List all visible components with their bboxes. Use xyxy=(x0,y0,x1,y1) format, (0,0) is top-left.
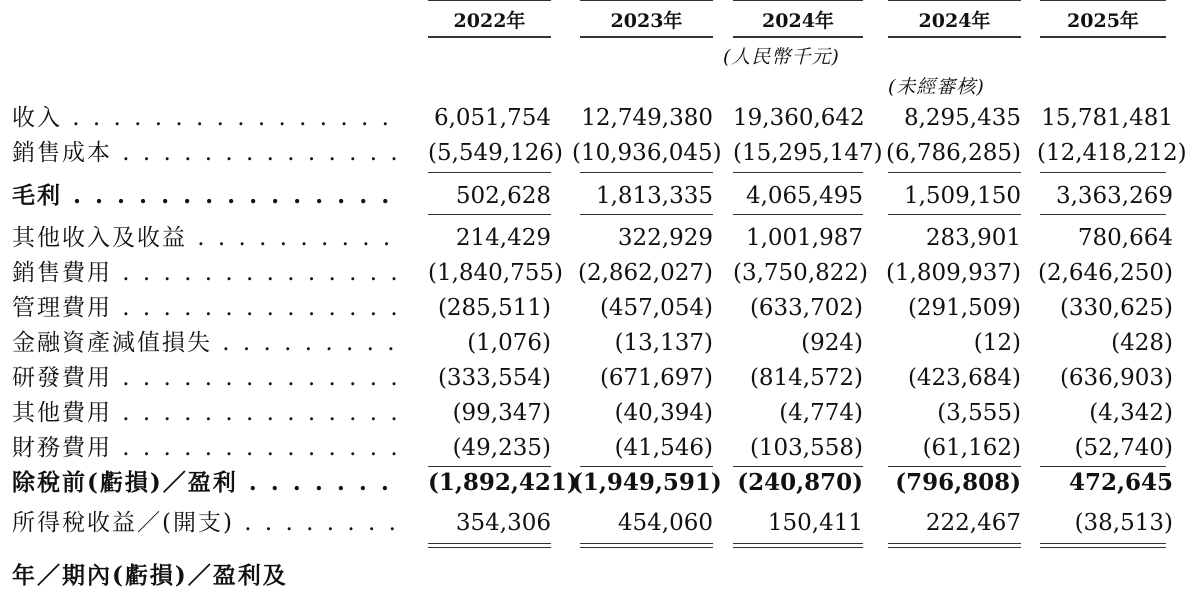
unaudited-note: (未經審核) xyxy=(888,76,985,98)
cell-value: 6,051,754 xyxy=(433,105,551,131)
table-row xyxy=(0,467,1200,499)
row-label: 銷售成本 . . . xyxy=(12,137,397,169)
cell-value: (333,554) xyxy=(437,365,551,391)
cell-value: (13,137) xyxy=(614,330,713,356)
row-label: 金融資產減值損失 . . . xyxy=(12,327,397,359)
cell-value: (330,625) xyxy=(1059,295,1173,321)
subtotal-rule xyxy=(428,214,551,215)
cell-value: (99,347) xyxy=(452,400,551,426)
cell-value: (1,076) xyxy=(467,330,551,356)
cell-value: (671,697) xyxy=(599,365,713,391)
cell-value: (1,892,421) xyxy=(428,469,578,496)
row-label: 收入 . . . xyxy=(12,102,397,134)
cell-value: (12,418,212) xyxy=(1037,140,1187,166)
subtotal-rule xyxy=(733,214,863,215)
cell-value: (3,555) xyxy=(937,400,1021,426)
cell-value: (3,750,822) xyxy=(733,260,869,286)
cell-value: (61,162) xyxy=(922,435,1021,461)
cell-value: (636,903) xyxy=(1059,365,1173,391)
subtotal-rule xyxy=(580,172,713,173)
total-double-rule xyxy=(580,543,713,548)
cell-value: (457,054) xyxy=(599,295,713,321)
cell-value: (49,235) xyxy=(452,435,551,461)
cell-value: (285,511) xyxy=(437,295,551,321)
cell-value: (52,740) xyxy=(1074,435,1173,461)
cell-value: 454,060 xyxy=(617,510,713,536)
cell-value: (814,572) xyxy=(749,365,863,391)
cell-value: 4,065,495 xyxy=(745,183,863,209)
header-2023: 2023年 xyxy=(580,6,713,36)
cell-value: 1,813,335 xyxy=(595,183,713,209)
subtotal-rule xyxy=(888,172,1021,173)
table-row xyxy=(0,102,1200,134)
header-2025-interim: 2025年 xyxy=(1040,6,1166,36)
cell-value: (240,870) xyxy=(737,469,863,496)
subtotal-rule xyxy=(1040,214,1166,215)
cell-value: (1,809,937) xyxy=(885,260,1021,286)
cell-value: (2,862,027) xyxy=(577,260,713,286)
total-double-rule xyxy=(428,543,551,548)
row-label: 財務費用 . . . xyxy=(12,432,397,464)
cell-value: 8,295,435 xyxy=(903,105,1021,131)
table-row xyxy=(0,432,1200,464)
row-label: 銷售費用 . . . xyxy=(12,257,397,289)
cell-value: 12,749,380 xyxy=(581,105,713,131)
table-row xyxy=(0,507,1200,539)
cell-value: (796,808) xyxy=(895,469,1021,496)
section-heading xyxy=(0,560,1200,592)
row-label: 其他費用 . . . xyxy=(12,397,397,429)
cell-value: 1,001,987 xyxy=(745,225,863,251)
table-row xyxy=(0,257,1200,289)
cell-value: 3,363,269 xyxy=(1055,183,1173,209)
cell-value: (924) xyxy=(801,330,863,356)
cell-value: 1,509,150 xyxy=(903,183,1021,209)
cell-value: (4,774) xyxy=(779,400,863,426)
cell-value: (15,295,147) xyxy=(733,140,883,166)
subtotal-rule xyxy=(888,214,1021,215)
cell-value: (4,342) xyxy=(1089,400,1173,426)
cell-value: (38,513) xyxy=(1074,510,1173,536)
cell-value: 322,929 xyxy=(617,225,713,251)
total-double-rule xyxy=(733,543,863,548)
cell-value: (10,936,045) xyxy=(572,140,722,166)
table-row xyxy=(0,180,1200,212)
row-label: 研發費用 . . . xyxy=(12,362,397,394)
header-2024-interim: 2024年 xyxy=(888,6,1021,36)
cell-value: (2,646,250) xyxy=(1037,260,1173,286)
total-double-rule xyxy=(888,543,1021,548)
row-label: 毛利 . . . xyxy=(12,180,397,212)
subtotal-rule xyxy=(580,214,713,215)
row-label: 所得稅收益／(開支) . . . xyxy=(12,507,397,539)
row-label: 其他收入及收益 . . . xyxy=(12,222,397,254)
cell-value: 15,781,481 xyxy=(1041,105,1173,131)
table-row xyxy=(0,292,1200,324)
cell-value: 502,628 xyxy=(455,183,551,209)
subtotal-rule xyxy=(428,172,551,173)
cell-value: (1,949,591) xyxy=(572,469,722,496)
cell-value: 780,664 xyxy=(1077,225,1173,251)
unit-note: (人民幣千元) xyxy=(723,46,840,68)
cell-value: (428) xyxy=(1111,330,1173,356)
cell-value: 222,467 xyxy=(925,510,1021,536)
cell-value: (40,394) xyxy=(614,400,713,426)
header-2022: 2022年 xyxy=(428,6,551,36)
table-row xyxy=(0,397,1200,429)
cell-value: 283,901 xyxy=(925,225,1021,251)
row-label: 年／期內(虧損)／盈利及 xyxy=(12,562,288,589)
cell-value: (423,684) xyxy=(907,365,1021,391)
table-row xyxy=(0,362,1200,394)
cell-value: (12) xyxy=(973,330,1021,356)
cell-value: 472,645 xyxy=(1068,469,1173,496)
total-double-rule xyxy=(1040,543,1166,548)
table-row xyxy=(0,327,1200,359)
subtotal-rule xyxy=(1040,172,1166,173)
cell-value: 214,429 xyxy=(455,225,551,251)
table-row xyxy=(0,222,1200,254)
row-label: 管理費用 . . . xyxy=(12,292,397,324)
table-row xyxy=(0,137,1200,169)
cell-value: (291,509) xyxy=(907,295,1021,321)
cell-value: 354,306 xyxy=(455,510,551,536)
cell-value: (103,558) xyxy=(749,435,863,461)
cell-value: (1,840,755) xyxy=(428,260,564,286)
cell-value: (633,702) xyxy=(749,295,863,321)
cell-value: (41,546) xyxy=(614,435,713,461)
cell-value: 150,411 xyxy=(767,510,863,536)
cell-value: 19,360,642 xyxy=(733,105,865,131)
cell-value: (6,786,285) xyxy=(885,140,1021,166)
row-label: 除稅前(虧損)／盈利 . . . xyxy=(12,467,397,499)
header-2024: 2024年 xyxy=(733,6,863,36)
subtotal-rule xyxy=(733,172,863,173)
cell-value: (5,549,126) xyxy=(428,140,564,166)
